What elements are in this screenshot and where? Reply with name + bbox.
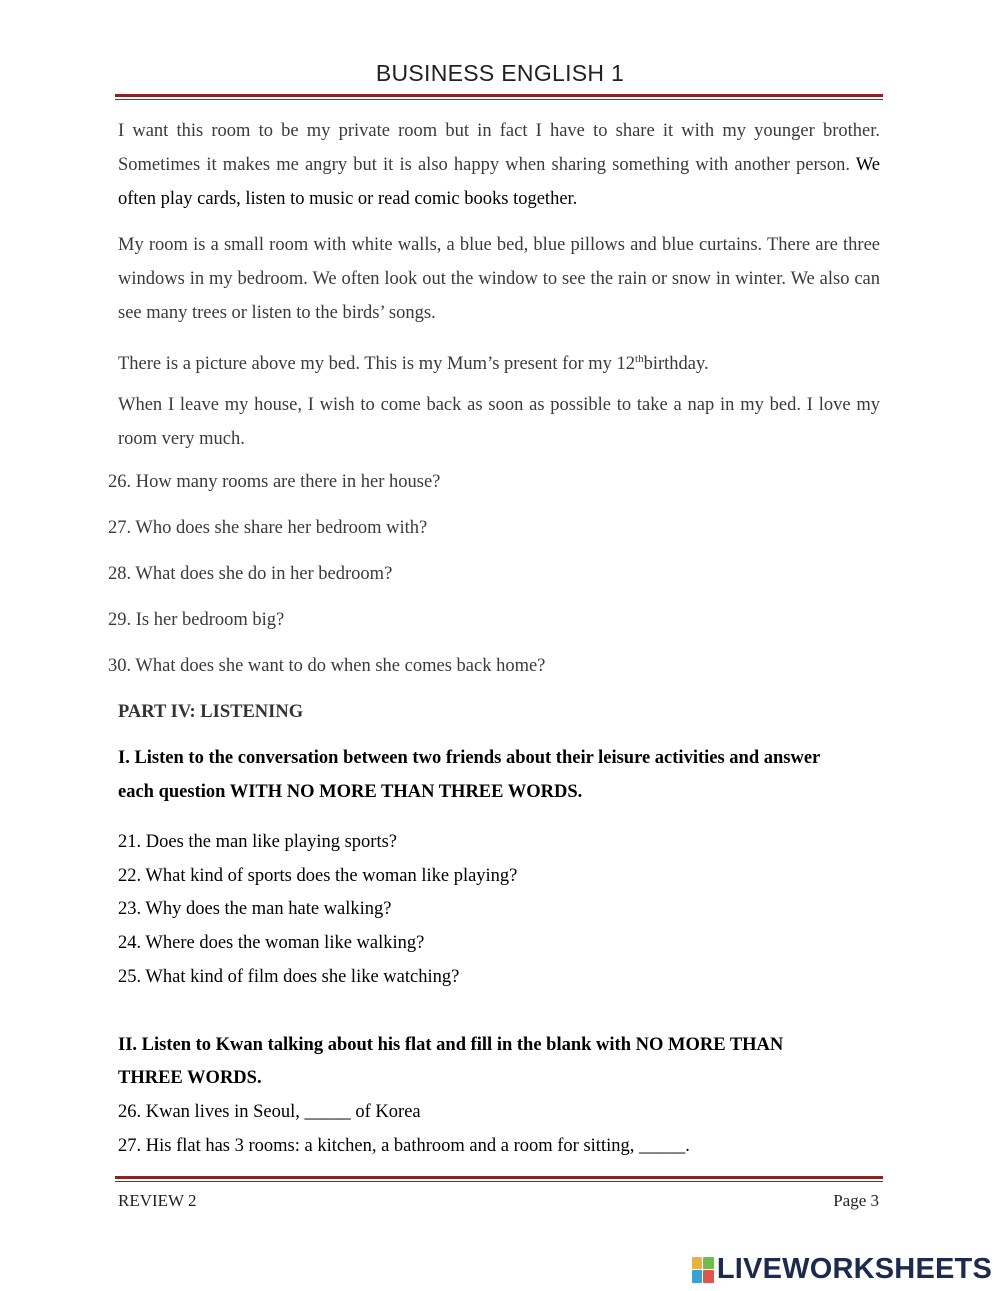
header-rule: [115, 94, 883, 97]
reading-question: 26. How many rooms are there in her house?: [108, 472, 441, 492]
listening-question: 21. Does the man like playing sports?: [118, 832, 397, 852]
paragraph-1-text: I want this room to be my private room but in fact I have to share it with my younger brother. Sometimes it makes me angry but it is also happy when sharing something with another person.: [118, 121, 880, 175]
fill-blank-item: 26. Kwan lives in Seoul, _____ of Korea: [118, 1102, 421, 1122]
logo-square-icon: [703, 1257, 714, 1270]
ordinal-suffix: th: [635, 353, 644, 365]
fill-blank-item: 27. His flat has 3 rooms: a kitchen, a bathroom and a room for sitting, _____.: [118, 1136, 690, 1156]
listening-question: 24. Where does the woman like walking?: [118, 933, 425, 953]
page-header-title: BUSINESS ENGLISH 1: [375, 60, 625, 86]
reading-question: 28. What does she do in her bedroom?: [108, 564, 393, 584]
section-1-instruction-line-2: each question WITH NO MORE THAN THREE WORDS.: [118, 782, 583, 802]
listening-question: 25. What kind of film does she like watching?: [118, 967, 460, 987]
footer-review-label: REVIEW 2: [118, 1191, 197, 1210]
footer-rule-thin: [115, 1181, 883, 1182]
liveworksheets-logo[interactable]: [692, 1253, 992, 1286]
passage-paragraph-3: [118, 342, 880, 381]
reading-question: 29. Is her bedroom big?: [108, 610, 285, 630]
listening-question: 22. What kind of sports does the woman like playing?: [118, 866, 518, 886]
section-1-instruction-line-1: I. Listen to the conversation between two friends about their leisure activities and answer: [118, 748, 821, 768]
reading-question: 30. What does she want to do when she comes back home?: [108, 656, 546, 676]
reading-question: 27. Who does she share her bedroom with?: [108, 518, 428, 538]
footer-rule: [115, 1176, 883, 1179]
logo-square-icon: [692, 1270, 703, 1283]
part-iv-title: PART IV: LISTENING: [118, 702, 304, 722]
paragraph-3-text-b: birthday.: [643, 354, 709, 375]
passage-paragraph-2: My room is a small room with white walls, a blue bed, blue pillows and blue curtains. There are three windows in my bedroom. We often look out the window to see the rain or snow in winter. We also can see many trees or listen to the birds’ songs.: [118, 235, 880, 323]
passage-paragraph-1: [118, 114, 880, 216]
section-2-instruction-line-1: II. Listen to Kwan talking about his flat and fill in the blank with NO MORE THAN: [118, 1035, 784, 1055]
paragraph-1-dark-text: We often play cards, listen to music or read comic books together.: [118, 155, 880, 209]
listening-question: 23. Why does the man hate walking?: [118, 899, 392, 919]
page-number: Page 3: [833, 1191, 879, 1210]
paragraph-3-text-a: There is a picture above my bed. This is my Mum’s present for my 12: [118, 354, 636, 375]
logo-square-icon: [692, 1257, 703, 1270]
logo-text: LIVEWORKSHEETS: [716, 1253, 992, 1285]
logo-square-icon: [703, 1270, 714, 1283]
section-2-instruction-line-2: THREE WORDS.: [118, 1068, 262, 1088]
liveworksheets-logo-icon: [692, 1257, 714, 1283]
header-rule-thin: [115, 99, 883, 100]
passage-paragraph-4: When I leave my house, I wish to come back as soon as possible to take a nap in my bed. I love my room very much.: [118, 395, 880, 449]
